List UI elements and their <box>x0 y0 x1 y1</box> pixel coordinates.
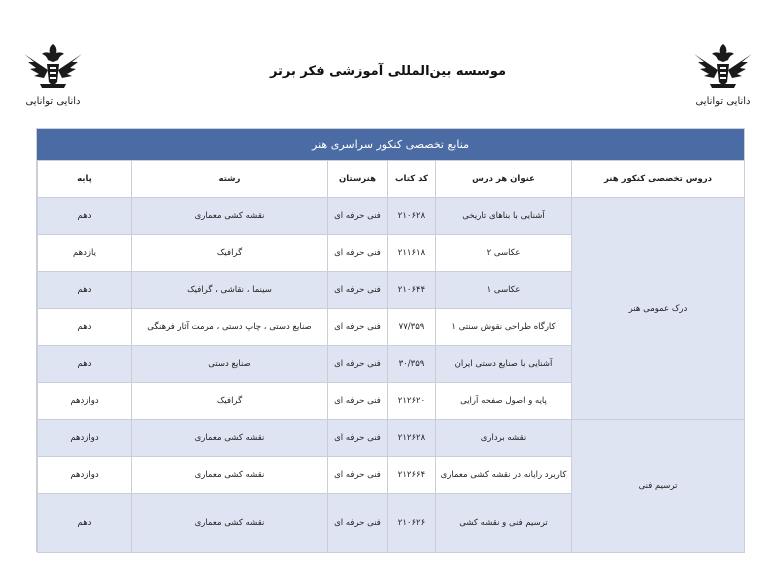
cell-school: فنی حرفه ای <box>328 346 388 383</box>
institute-logo-right <box>690 40 756 110</box>
table-row <box>38 198 745 235</box>
cell-school: فنی حرفه ای <box>328 198 388 235</box>
cell-grade: دوازدهم <box>38 457 132 494</box>
cell-code: ۳۰/۳۵۹ <box>388 346 436 383</box>
cell-code: ۲۱۰۶۴۴ <box>388 272 436 309</box>
cell-title: عکاسی ۱ <box>436 272 572 309</box>
cell-grade: یازدهم <box>38 235 132 272</box>
cell-grade: دهم <box>38 346 132 383</box>
cell-field: نقشه کشی معماری <box>132 494 328 553</box>
cell-title: ترسیم فنی و نقشه کشی <box>436 494 572 553</box>
cell-school: فنی حرفه ای <box>328 309 388 346</box>
eagle-logo-icon <box>20 40 86 96</box>
cell-title: عکاسی ۲ <box>436 235 572 272</box>
col-header-field: رشته <box>132 161 328 198</box>
cell-grade: دهم <box>38 494 132 553</box>
cell-code: ۷۷/۳۵۹ <box>388 309 436 346</box>
cell-code: ۲۱۰۶۲۸ <box>388 198 436 235</box>
group-cell-general-art: درک عمومی هنر <box>572 198 745 420</box>
cell-field: صنایع دستی <box>132 346 328 383</box>
table-banner: منابع تخصصی کنکور سراسری هنر <box>37 129 744 160</box>
cell-title: نقشه برداری <box>436 420 572 457</box>
col-header-school: هنرستان <box>328 161 388 198</box>
cell-code: ۲۱۱۶۱۸ <box>388 235 436 272</box>
cell-code: ۲۱۲۶۲۸ <box>388 420 436 457</box>
cell-school: فنی حرفه ای <box>328 420 388 457</box>
cell-grade: دوازدهم <box>38 383 132 420</box>
cell-school: فنی حرفه ای <box>328 457 388 494</box>
col-header-grade: پایه <box>38 161 132 198</box>
cell-title: کارگاه طراحی نقوش سنتی ۱ <box>436 309 572 346</box>
cell-field: گرافیک <box>132 235 328 272</box>
col-header-course: دروس تخصصی کنکور هنر <box>572 161 745 198</box>
cell-field: صنایع دستی ، چاپ دستی ، مرمت آثار فرهنگی <box>132 309 328 346</box>
cell-field: نقشه کشی معماری <box>132 457 328 494</box>
cell-title: آشنایی با صنایع دستی ایران <box>436 346 572 383</box>
cell-grade: دهم <box>38 198 132 235</box>
cell-grade: دوازدهم <box>38 420 132 457</box>
page-title: موسسه بین‌المللی آموزشی فکر برتر <box>269 64 507 79</box>
cell-title: پایه و اصول صفحه آرایی <box>436 383 572 420</box>
col-header-code: کد کتاب <box>388 161 436 198</box>
cell-code: ۲۱۰۶۲۶ <box>388 494 436 553</box>
group-cell-technical-drawing: ترسیم فنی <box>572 420 745 553</box>
cell-grade: دهم <box>38 272 132 309</box>
table-row <box>38 420 745 457</box>
col-header-title: عنوان هر درس <box>436 161 572 198</box>
cell-school: فنی حرفه ای <box>328 272 388 309</box>
eagle-logo-icon <box>690 40 756 96</box>
cell-field: نقشه کشی معماری <box>132 420 328 457</box>
cell-code: ۲۱۲۶۲۰ <box>388 383 436 420</box>
resources-grid <box>37 160 745 553</box>
cell-field: نقشه کشی معماری <box>132 198 328 235</box>
cell-field: گرافیک <box>132 383 328 420</box>
cell-school: فنی حرفه ای <box>328 383 388 420</box>
cell-grade: دهم <box>38 309 132 346</box>
cell-code: ۲۱۲۶۶۴ <box>388 457 436 494</box>
institute-logo-left <box>20 40 86 110</box>
logo-caption-left: دانایی توانایی <box>25 96 81 107</box>
cell-field: سینما ، نقاشی ، گرافیک <box>132 272 328 309</box>
cell-title: کاربرد رایانه در نقشه کشی معماری <box>436 457 572 494</box>
cell-school: فنی حرفه ای <box>328 235 388 272</box>
cell-title: آشنایی با بناهای تاریخی <box>436 198 572 235</box>
resources-table <box>36 128 745 552</box>
header-row <box>38 161 745 198</box>
cell-school: فنی حرفه ای <box>328 494 388 553</box>
logo-caption-right: دانایی توانایی <box>695 96 751 107</box>
